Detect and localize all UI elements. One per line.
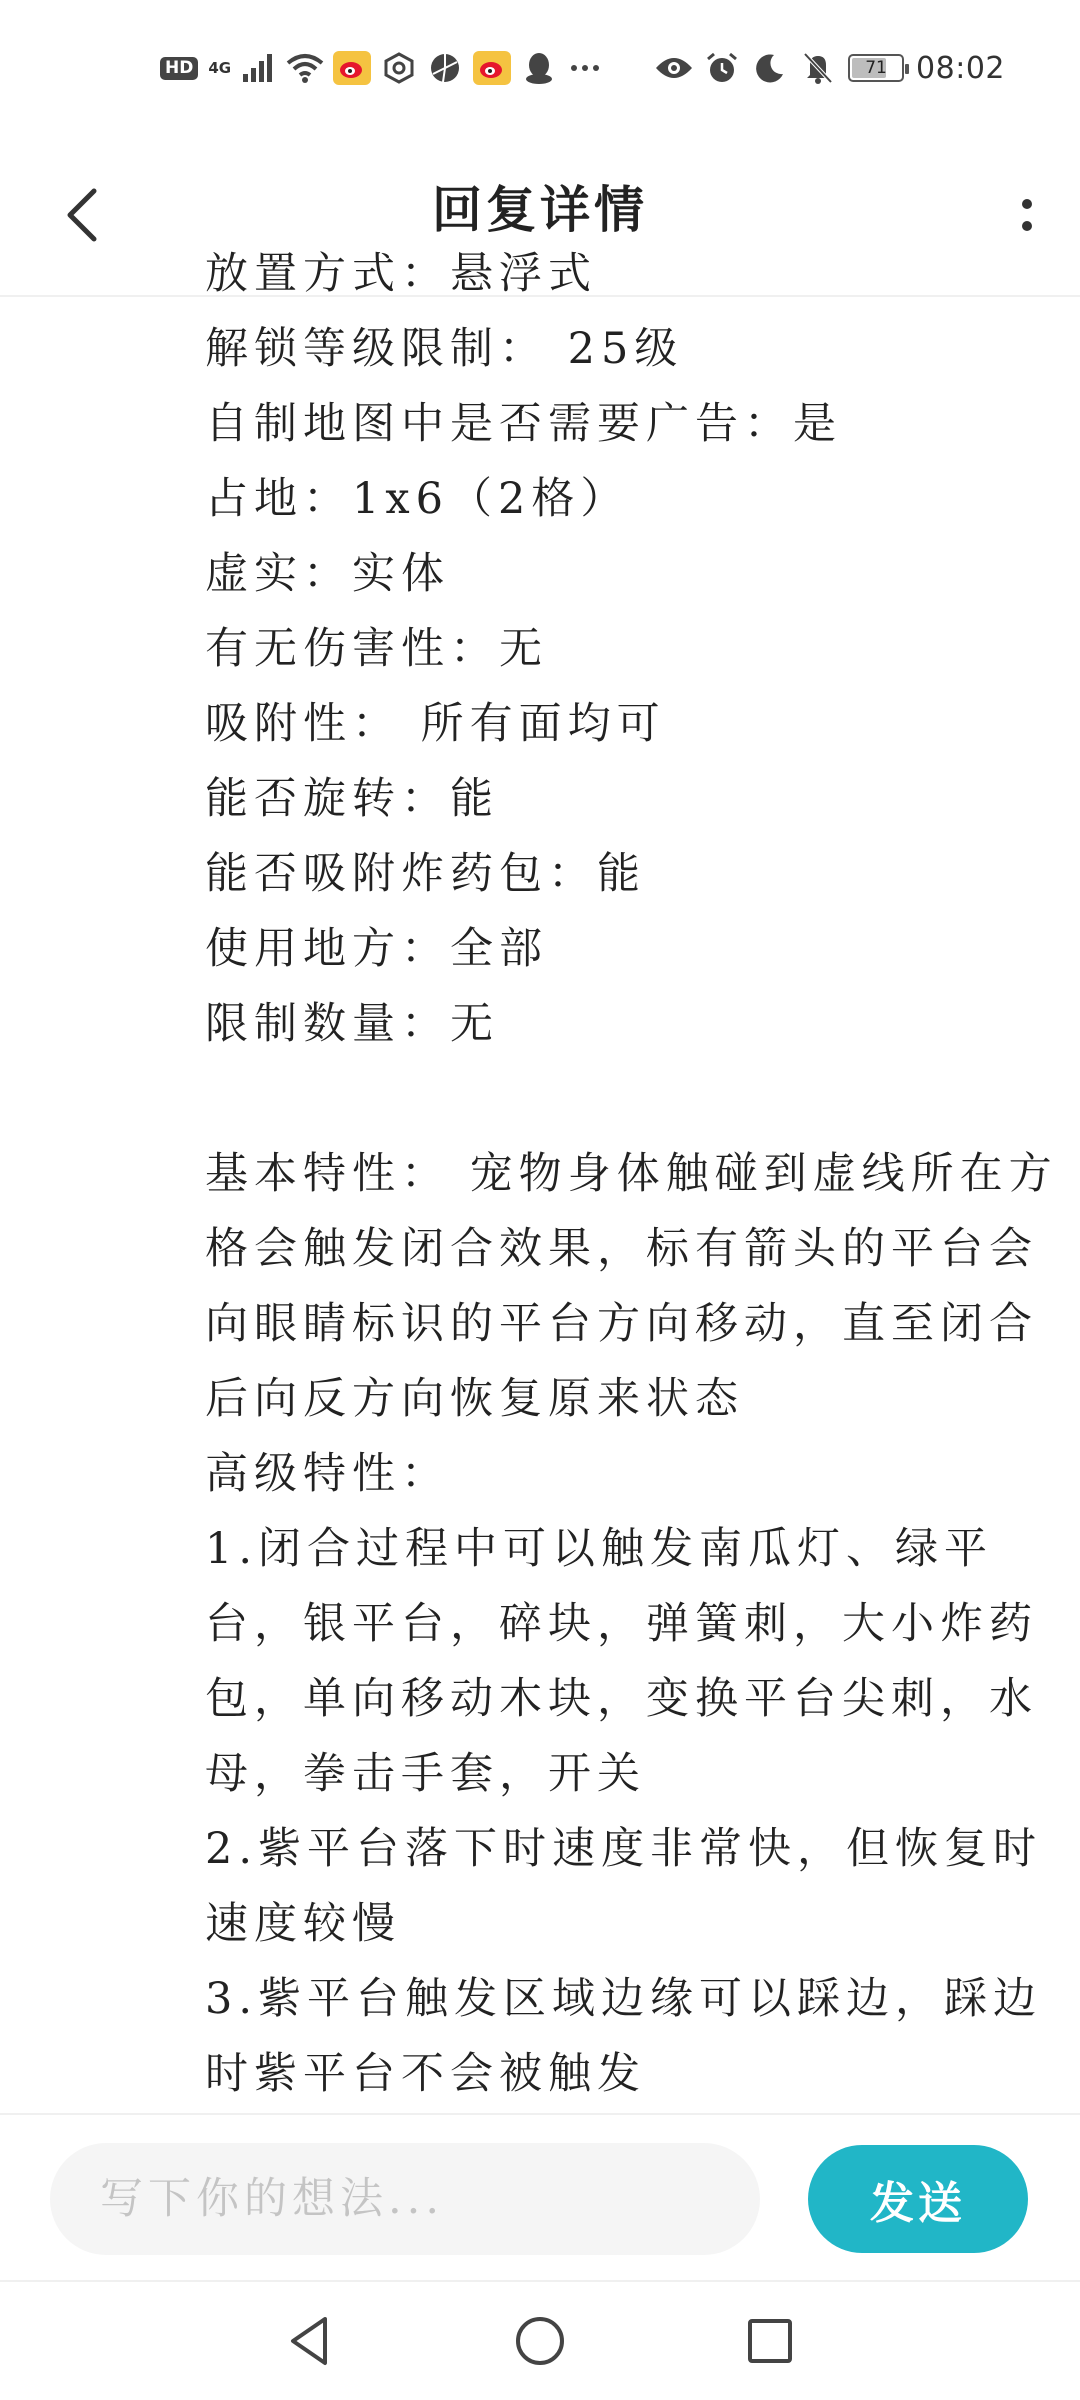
content-line: 2.紫平台落下时速度非常快，但恢复时 bbox=[205, 1824, 1043, 1874]
eye-comfort-icon bbox=[656, 50, 692, 86]
status-bar-left bbox=[160, 44, 603, 92]
mute-bell-icon bbox=[800, 50, 836, 86]
battery-icon bbox=[848, 54, 904, 82]
comment-input[interactable] bbox=[50, 2143, 760, 2255]
more-notifications-icon bbox=[567, 50, 603, 86]
send-button[interactable]: 发送 bbox=[808, 2145, 1028, 2253]
battery-level: 71 bbox=[865, 58, 887, 78]
weibo-icon bbox=[333, 51, 371, 85]
network-type: 4G bbox=[208, 58, 232, 77]
content-line: 母，拳击手套，开关 bbox=[205, 1749, 646, 1799]
comment-bar bbox=[0, 2113, 1080, 2283]
content-line: 包，单向移动木块，变换平台尖刺，水 bbox=[205, 1674, 1038, 1724]
reply-content[interactable] bbox=[0, 249, 1080, 2113]
content-line: 限制数量：无 bbox=[205, 999, 499, 1049]
status-bar-right bbox=[656, 44, 1005, 92]
content-line: 自制地图中是否需要广告：是 bbox=[205, 399, 842, 449]
qq-penguin-icon bbox=[521, 50, 557, 86]
hexagon-app-icon bbox=[381, 50, 417, 86]
content-line: 后向反方向恢复原来状态 bbox=[205, 1374, 744, 1424]
content-line: 台，银平台，碎块，弹簧刺，大小炸药 bbox=[205, 1599, 1038, 1649]
nav-back-button[interactable] bbox=[275, 2306, 345, 2376]
system-navigation-bar bbox=[0, 2282, 1080, 2400]
page-title: 回复详情 bbox=[432, 181, 648, 239]
content-line: 高级特性： bbox=[205, 1449, 450, 1499]
content-line: 3.紫平台触发区域边缘可以踩边，踩边 bbox=[205, 1974, 1043, 2024]
content-line: 虚实：实体 bbox=[205, 549, 450, 599]
home-circle-icon bbox=[513, 2314, 567, 2368]
content-line: 有无伤害性：无 bbox=[205, 624, 548, 674]
content-line: 能否吸附炸药包：能 bbox=[205, 849, 646, 899]
content-line: 吸附性： 所有面均可 bbox=[205, 699, 666, 749]
aperture-app-icon bbox=[427, 50, 463, 86]
alarm-icon bbox=[704, 50, 740, 86]
content-line: 1.闭合过程中可以触发南瓜灯、绿平 bbox=[205, 1524, 994, 1574]
content-line: 时紫平台不会被触发 bbox=[205, 2049, 646, 2099]
content-line: 格会触发闭合效果，标有箭头的平台会 bbox=[205, 1224, 1038, 1274]
hd-icon: HD bbox=[160, 57, 198, 80]
weibo-icon bbox=[473, 51, 511, 85]
nav-recents-button[interactable] bbox=[735, 2306, 805, 2376]
blank-line bbox=[205, 1062, 1035, 1137]
signal-icon bbox=[241, 50, 277, 86]
content-line: 能否旋转：能 bbox=[205, 774, 499, 824]
recents-square-icon bbox=[745, 2316, 795, 2366]
content-line: 速度较慢 bbox=[205, 1899, 401, 1949]
content-line: 向眼睛标识的平台方向移动，直至闭合 bbox=[205, 1299, 1038, 1349]
content-line: 基本特性： 宠物身体触碰到虚线所在方 bbox=[205, 1149, 1058, 1199]
moon-icon bbox=[752, 50, 788, 86]
content-line: 放置方式：悬浮式 bbox=[205, 249, 597, 299]
status-bar bbox=[0, 0, 1080, 135]
content-line: 解锁等级限制： 25级 bbox=[205, 324, 684, 374]
clock: 08:02 bbox=[916, 50, 1005, 86]
content-line: 占地：1x6（2格） bbox=[205, 474, 630, 524]
nav-home-button[interactable] bbox=[505, 2306, 575, 2376]
more-vertical-icon bbox=[1022, 199, 1032, 209]
back-triangle-icon bbox=[285, 2314, 335, 2368]
content-line: 使用地方：全部 bbox=[205, 924, 548, 974]
reply-text bbox=[205, 237, 1058, 2112]
wifi-icon bbox=[287, 50, 323, 86]
